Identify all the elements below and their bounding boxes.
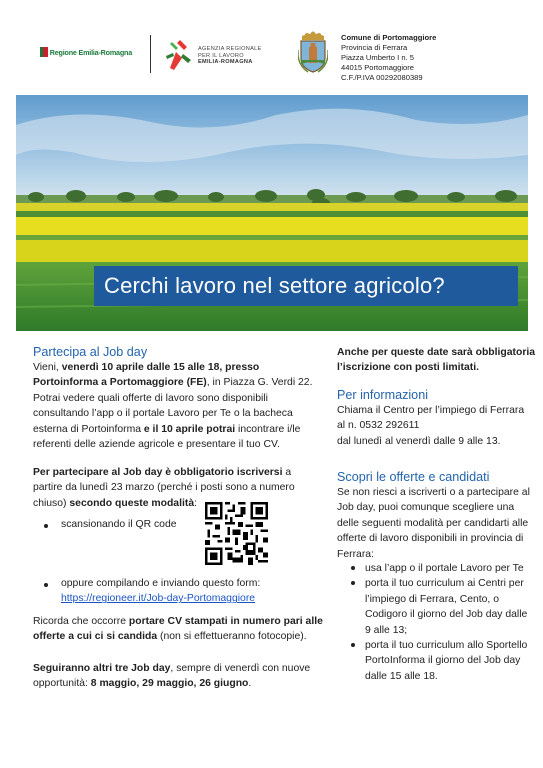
p3-c: (non si effettueranno fotocopie).: [157, 631, 307, 643]
comune-city: 44015 Portomaggiore: [341, 63, 415, 72]
offer-bullet-text: porta il tuo curriculum ai Centri per l’impiego di Ferrara, Cento, o Codigoro il giorno del Job day dalle 9 alle 13;: [365, 578, 528, 636]
p3-a: Ricorda che occorre: [33, 616, 129, 627]
offer-bullet-text: porta il tuo curriculum allo Sportello PortoInforma il giorno del Job day dalle 15 alle 18.: [365, 640, 528, 682]
bullet-form: [44, 583, 48, 587]
p4-b: , sempre di venerdì con nuove opportunità:: [33, 663, 311, 690]
comune-address: Piazza Umberto I n. 5: [341, 53, 415, 62]
more-jobdays-paragraph: [33, 661, 323, 692]
hero-title: Cerchi lavoro nel settore agricolo?: [94, 266, 518, 306]
offer-bullet: [337, 561, 532, 576]
info-heading: Per informazioni: [337, 388, 428, 402]
registration-paragraph: [33, 465, 323, 511]
qr-code-icon[interactable]: [205, 502, 268, 565]
form-link[interactable]: https://regioneer.it/Job-day-Portomaggiore: [61, 593, 256, 605]
p3-b: portare CV stampati in numero pari alle offerte a cui ci si candida: [33, 616, 323, 643]
regione-emilia-romagna-logo: [40, 45, 132, 59]
option-qr-text: scansionando il QR code: [61, 519, 177, 530]
p1-e: incontrare i/le referenti delle aziende agricole e presentare il tuo CV.: [33, 423, 301, 451]
cv-paragraph: [33, 614, 323, 645]
offers-heading: Scopri le offerte e candidati: [337, 470, 490, 484]
p2-b: a partire da lunedì 23 marzo (perché i posti sono a numero chiuso): [33, 467, 295, 509]
agency-runner-icon: [164, 38, 194, 72]
p2-c: secondo queste modalità: [69, 497, 195, 509]
agency-line-3: EMILIA-ROMAGNA: [198, 59, 253, 66]
p4-d: .: [248, 678, 252, 690]
right-intro: Anche per queste date sarà obbligatoria l’iscrizione con posti limitati.: [337, 347, 536, 374]
p1-c: , in Piazza G. Verdi 22. Potrai vedere quali offerte di lavoro sono disponibili consultando l’app o il portale Lavoro per Te o la bacheca esterna di Portoinforma: [33, 377, 313, 435]
p2-d: :: [194, 497, 197, 509]
info-text: [337, 403, 532, 449]
jobday-heading: Partecipa al Job day: [33, 345, 148, 359]
offer-bullet: [337, 576, 532, 638]
p1-b: venerdì 10 aprile dalle 15 alle 18, presso Portoinforma a Portomaggiore (FE): [33, 362, 260, 389]
offer-bullet-text: usa l’app o il portale Lavoro per Te: [365, 563, 524, 574]
p1-a: Vieni,: [33, 362, 62, 373]
agency-name: [198, 46, 262, 66]
offers-bullets: [337, 561, 532, 684]
p4-c: 8 maggio, 29 maggio, 26 giugno: [90, 678, 249, 690]
regione-logo-text: Regione Emilia-Romagna: [49, 47, 132, 57]
info-line-2: dal lunedì al venerdì dalle 9 alle 13.: [337, 435, 501, 447]
offers-text: Se non riesci a iscriverti o a partecipare al Job day, puoi comunque scegliere una delle seguenti modalità per candidarti alle offerte di lavoro disponibili in provincia di Ferrara:: [337, 487, 530, 560]
jobday-paragraph: [33, 360, 323, 452]
comune-name: Comune di Portomaggiore: [341, 33, 437, 42]
p4-a: Seguiranno altri tre Job day: [33, 663, 171, 674]
comune-crest-icon: [298, 30, 328, 74]
option-form: [61, 576, 331, 607]
regione-flag-icon: [40, 47, 48, 57]
agency-line-1: AGENZIA REGIONALE: [198, 46, 262, 52]
option-form-text: oppure compilando e inviando questo form:: [61, 578, 261, 589]
header-divider: [150, 35, 151, 73]
info-line-1: Chiama il Centro per l’impiego di Ferrara al n. 0532 292611: [337, 405, 525, 432]
offer-bullet: [337, 638, 532, 684]
agency-line-2: PER IL LAVORO: [198, 52, 244, 59]
p1-d: e il 10 aprile potrai: [143, 423, 236, 435]
comune-vat: C.F./P.IVA 00292080389: [341, 73, 423, 82]
p2-a: Per partecipare al Job day è obbligatorio iscriversi: [33, 467, 283, 478]
comune-info: [341, 33, 436, 83]
bullet-qr: [44, 524, 48, 528]
comune-province: Provincia di Ferrara: [341, 43, 408, 52]
